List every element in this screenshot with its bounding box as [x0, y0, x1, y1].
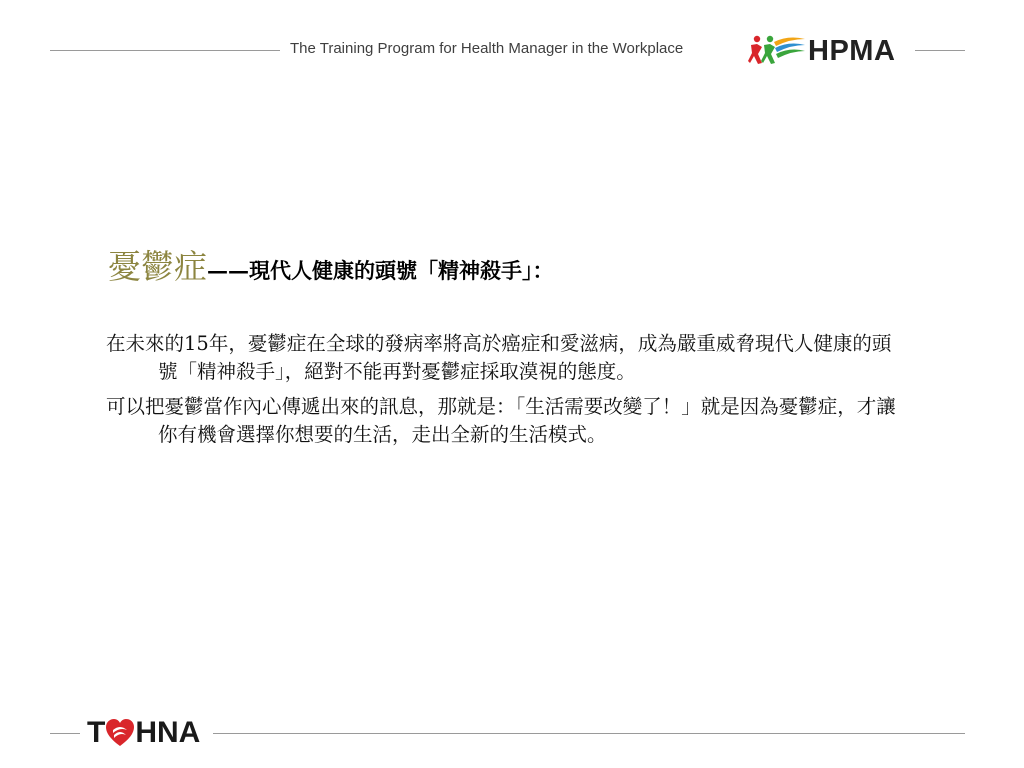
header-divider-right: [915, 50, 965, 51]
thna-logo-text-left: T: [87, 716, 106, 749]
slide-title: [108, 245, 554, 295]
thna-logo-text-right: HNA: [135, 716, 201, 749]
footer-divider-left: [50, 733, 80, 734]
paragraph-2: 可以把憂鬱當作內心傳遞出來的訊息，那就是：「生活需要改變了！」就是因為憂鬱症，才讓你有機會選擇你想要的生活，走出全新的生活模式。: [106, 395, 896, 446]
program-title: The Training Program for Health Manager in the Workplace: [290, 40, 684, 57]
heart-icon: [105, 713, 135, 753]
hpma-people-icon: [748, 33, 806, 69]
thna-logo: [87, 713, 200, 753]
header-divider-left: [50, 50, 280, 51]
hpma-logo: [748, 33, 908, 69]
footer-divider-right: [213, 733, 965, 734]
paragraph-1: 在未來的15年，憂鬱症在全球的發病率將高於癌症和愛滋病，成為嚴重威脅現代人健康的頭號「精神殺手」，絕對不能再對憂鬱症採取漠視的態度。: [106, 332, 892, 383]
title-rest: ——現代人健康的頭號「精神殺手」：: [207, 258, 554, 283]
title-accent: 憂鬱症: [108, 247, 207, 286]
slide-body: [106, 330, 906, 456]
hpma-logo-text: HPMA: [808, 35, 896, 67]
